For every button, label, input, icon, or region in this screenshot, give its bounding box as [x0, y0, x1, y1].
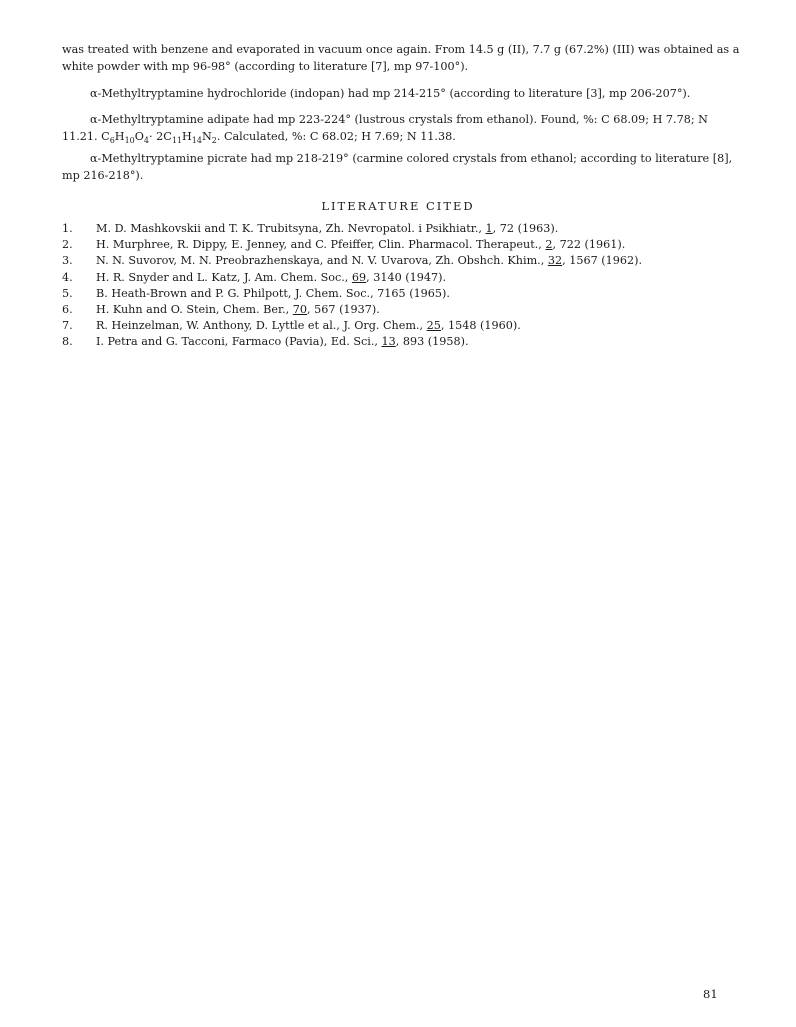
reference-pages-year: , 72 (1963).: [492, 222, 559, 235]
reference-pages-year: , 722 (1961).: [552, 238, 626, 252]
reference-volume: 70: [292, 303, 308, 317]
reference-number: 7.: [62, 319, 73, 333]
reference-volume: 32: [547, 254, 563, 268]
reference-pages-year: , 567 (1937).: [307, 303, 380, 317]
page-number: 81: [703, 987, 718, 1001]
reference-text: [96, 302, 380, 318]
subscript: 11: [171, 136, 182, 146]
reference-item: [62, 286, 752, 302]
adipate-text-3: O: [134, 130, 144, 143]
reference-pages-year: , 893 (1958).: [395, 335, 469, 349]
reference-text: [96, 334, 469, 350]
reference-citation: H. Murphree, R. Dippy, E. Jenney, and C. Pfeiffer, Clin. Pharmacol. Therapeut.,: [96, 238, 546, 252]
adipate-text-5: H: [182, 130, 192, 143]
subscript: 14: [191, 136, 202, 146]
reference-item: [62, 270, 752, 286]
paragraph-hydrochloride: α-Methyltryptamine hydrochloride (indopan) had mp 214-215° (according to literature [3], mp 206-207°).: [90, 87, 691, 100]
adipate-text-4: · 2C: [149, 130, 172, 143]
reference-text: [96, 237, 625, 253]
subscript: 10: [124, 136, 135, 146]
adipate-text-7: . Calculated, %: C 68.02; H 7.69; N 11.38.: [216, 130, 456, 143]
reference-citation: N. N. Suvorov, M. N. Preobrazhenskaya, and N. V. Uvarova, Zh. Obshch. Khim.,: [96, 254, 548, 268]
reference-pages-year: , 1548 (1960).: [440, 319, 521, 333]
reference-citation: H. Kuhn and O. Stein, Chem. Ber.,: [96, 303, 293, 317]
adipate-text-6: N: [201, 130, 212, 143]
reference-number: 8.: [62, 335, 73, 349]
reference-text: [96, 221, 558, 237]
reference-number: 5.: [62, 286, 73, 300]
reference-item: [62, 237, 752, 253]
reference-number: 2.: [62, 238, 73, 252]
reference-volume: 25: [426, 319, 441, 333]
reference-number: 3.: [62, 254, 73, 268]
reference-citation: I. Petra and G. Tacconi, Farmaco (Pavia), Ed. Sci.,: [96, 335, 382, 349]
reference-number: 4.: [62, 270, 73, 284]
reference-item: [62, 318, 752, 334]
reference-volume: 69: [351, 270, 367, 284]
reference-volume: 13: [381, 335, 396, 349]
reference-text: [96, 253, 642, 269]
paragraph-continuation: was treated with benzene and evaporated in vacuum once again. From 14.5 g (II), 7.7 g (67.2%) (III) was obtained as a white powder with mp 96-98° (according to literature [7], mp 97-100°).: [62, 43, 740, 73]
reference-item: [62, 253, 752, 269]
reference-citation: B. Heath-Brown and P. G. Philpott, J. Chem. Soc., 7165 (1965).: [96, 286, 450, 300]
reference-citation: H. R. Snyder and L. Katz, J. Am. Chem. Soc.,: [96, 270, 352, 284]
reference-text: [96, 270, 446, 286]
paragraph-picrate: α-Methyltryptamine picrate had mp 218-219° (carmine colored crystals from ethanol; according to literature [8], mp 216-218°).: [62, 152, 733, 182]
reference-citation: R. Heinzelman, W. Anthony, D. Lyttle et al., J. Org. Chem.,: [96, 319, 427, 333]
subscript: 6: [109, 136, 115, 146]
reference-volume: 2: [545, 238, 553, 252]
subscript: 2: [211, 136, 217, 146]
reference-volume: 1: [485, 222, 493, 235]
adipate-text-2: H: [114, 130, 125, 143]
subscript: 4: [143, 136, 150, 146]
adipate-text-1: α-Methyltryptamine adipate had mp 223-224° (lustrous crystals from ethanol). Found, %: C 68.09; H 7.78; N 11.21. C: [62, 113, 708, 143]
reference-citation: M. D. Mashkovskii and T. K. Trubitsyna, Zh. Nevropatol. i Psikhiatr.,: [96, 222, 486, 235]
reference-pages-year: , 1567 (1962).: [562, 254, 643, 268]
reference-number: 1.: [62, 222, 73, 235]
reference-pages-year: , 3140 (1947).: [366, 270, 447, 284]
reference-text: [96, 318, 521, 334]
reference-text: [96, 286, 450, 302]
reference-number: 6.: [62, 303, 73, 317]
reference-item: [62, 334, 752, 350]
section-heading: LITERATURE CITED: [321, 199, 475, 213]
reference-item: [62, 221, 752, 237]
reference-item: [62, 302, 752, 318]
reference-list: [62, 221, 752, 351]
paragraph-adipate: [62, 111, 742, 145]
